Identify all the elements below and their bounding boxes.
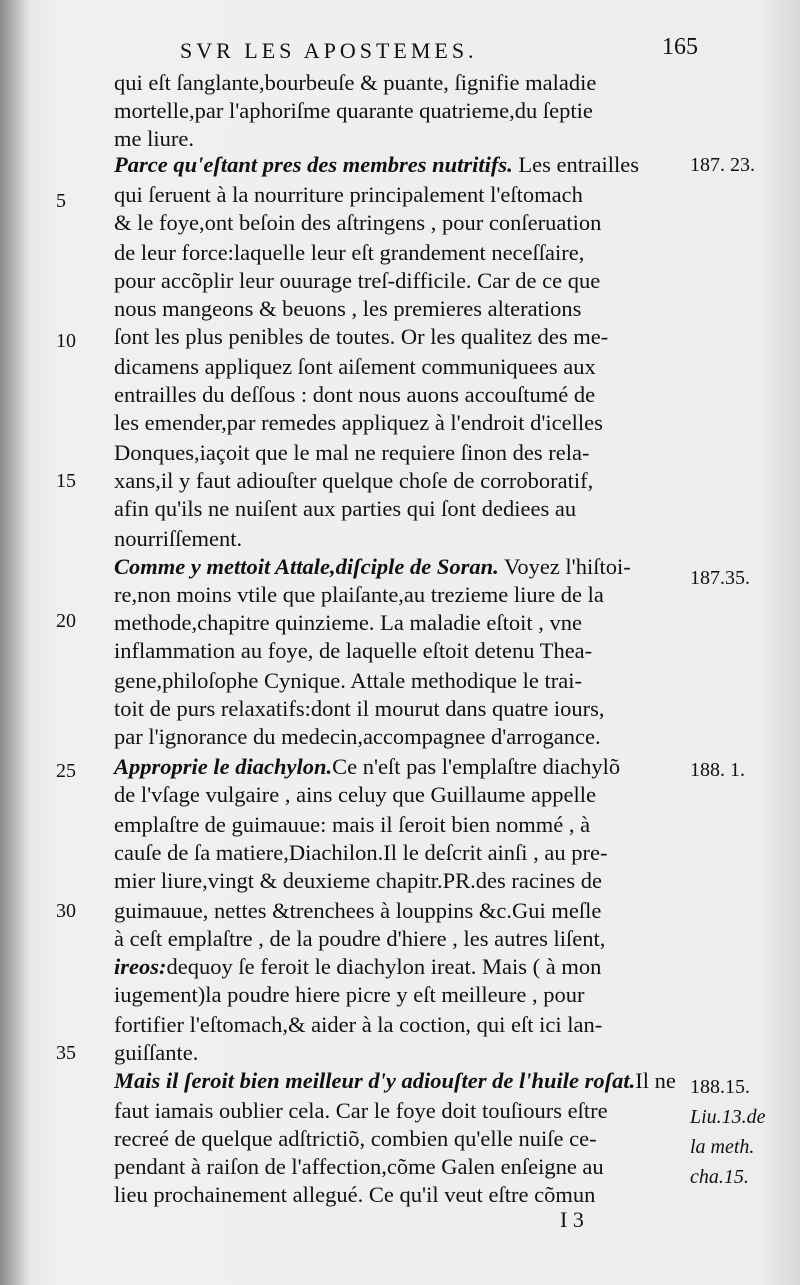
line-text: dicamens appliquez ſont aiſement communiquees aux [114,354,596,379]
signature-mark: I 3 [560,1207,584,1232]
margin-ref: 187. 23. [690,154,755,176]
text-line [114,722,684,752]
text-line [114,1096,684,1126]
text-line [114,150,684,180]
line-text: pendant à raiſon de l'affection,cõme Galen enſeigne au [114,1154,604,1179]
line-text: de leur force:laquelle leur eſt grandement neceſſaire, [114,240,585,265]
running-title: SVR LES APOSTEMES. [180,38,478,63]
line-text: afin qu'ils ne nuiſent aux parties qui ſont dediees au [114,496,577,521]
text-line [114,68,684,98]
line-text: re,non moins vtile que plaiſante,au trezieme liure de la [114,582,604,607]
text-line [114,466,684,496]
text-line [114,810,684,840]
line-text: dequoy ſe feroit le diachylon ireat. Mais ( à mon [166,954,602,979]
line-text: qui ſeruent à la nourriture principalement l'eſtomach [114,182,583,207]
line-text: emplaſtre de guimauue: mais il ſeroit bien nommé , à [114,812,591,837]
line-number: 5 [56,190,66,212]
line-text: iugement)la poudre hiere picre y eſt meilleure , pour [114,982,585,1007]
line-number: 20 [56,610,76,632]
line-text: gene,philoſophe Cynique. Attale methodique le trai- [114,668,583,693]
text-line [114,780,684,810]
line-text: nourriſſement. [114,526,243,551]
text-line [114,1124,684,1154]
line-number: 35 [56,1042,76,1064]
text-line [114,924,684,954]
text-line [114,580,684,610]
line-number: 30 [56,900,76,922]
line-number: 25 [56,760,76,782]
line-text: methode,chapitre quinzieme. La maladie eſtoit , vne [114,610,582,635]
line-text: toit de purs relaxatifs:dont il mourut dans quatre iours, [114,696,605,721]
line-text: guimauue, nettes &trenchees à louppins &c.Gui meſle [114,898,602,923]
text-line [114,1038,684,1068]
text-line [114,524,684,554]
text-line [114,238,684,268]
text-line [114,838,684,868]
text-line [114,1066,684,1096]
text-line [114,294,684,324]
margin-ref: cha.15. [690,1166,749,1188]
text-line [114,208,684,238]
text-line [114,608,684,638]
line-text: cauſe de ſa matiere,Diachilon.Il le deſcrit ainſi , au pre- [114,840,608,865]
margin-ref: Liu.13.de [690,1106,766,1128]
text-line [114,180,684,210]
text-line [114,666,684,696]
line-text: guiſſante. [114,1040,199,1065]
text-line [114,438,684,468]
lemma: Parce qu'eſtant pres des membres nutritifs. [114,152,513,177]
text-line [114,896,684,926]
text-line [114,1010,684,1040]
line-text: mier liure,vingt & deuxieme chapitr.PR.des racines de [114,868,602,893]
line-text: ſont les plus penibles de toutes. Or les qualitez des me- [114,324,609,349]
line-text: & le foye,ont beſoin des aſtringens , pour conſeruation [114,210,602,235]
text-line [114,322,684,352]
page-header [0,30,800,70]
margin-ref: 188.15. [690,1076,750,1098]
line-number: 10 [56,330,76,352]
text-line [114,96,684,126]
line-text: de l'vſage vulgaire , ains celuy que Guillaume appelle [114,782,597,807]
line-text: entrailles du deſſous : dont nous auons accouſtumé de [114,382,596,407]
text-line [114,408,684,438]
line-text: me liure. [114,126,194,151]
text-line [114,380,684,410]
text-line [114,266,684,296]
line-text: à ceſt emplaſtre , de la poudre d'hiere , les autres liſent, [114,926,606,951]
text-line [114,552,684,582]
text-line [114,952,684,982]
line-text: recreé de quelque adſtrictiõ, combien qu'elle nuiſe ce- [114,1126,597,1151]
text-line [114,352,684,382]
line-text: mortelle,par l'aphoriſme quarante quatrieme,du ſeptie [114,98,593,123]
line-text: faut iamais oublier cela. Car le foye doit touſiours eſtre [114,1098,608,1123]
line-text: lieu prochainement allegué. Ce qu'il veut eſtre cõmun [114,1182,596,1207]
line-text: xans,il y faut adiouſter quelque choſe de corroboratif, [114,468,594,493]
lemma: ireos: [114,954,167,979]
folio-number: 165 [662,34,698,60]
text-line [114,494,684,524]
line-text: Donques,iaçoit que le mal ne requiere ſinon des rela- [114,440,590,465]
line-text: inflammation au foye, de laquelle eſtoit detenu Thea- [114,638,593,663]
line-text: Il ne [635,1068,676,1093]
line-text: Voyez l'hiſtoi- [498,554,631,579]
text-line [114,1152,684,1182]
line-text: qui eſt ſanglante,bourbeuſe & puante, ſignifie maladie [114,70,597,95]
margin-ref: la meth. [690,1136,755,1158]
line-number: 15 [56,470,76,492]
line-text: les emender,par remedes appliquez à l'endroit d'icelles [114,410,603,435]
text-line [114,752,684,782]
lemma: Comme y mettoit Attale,diſciple de Soran. [114,554,499,579]
text-line [114,694,684,724]
text-line [114,636,684,666]
line-text: Les entrailles [512,152,639,177]
line-text: nous mangeons & beuons , les premieres alterations [114,296,582,321]
lemma: Approprie le diachylon. [114,754,333,779]
text-line [114,980,684,1010]
margin-ref: 188. 1. [690,759,745,781]
line-text: Ce n'eſt pas l'emplaſtre diachylõ [332,754,621,779]
line-text: par l'ignorance du medecin,accompagnee d'arrogance. [114,724,601,749]
margin-ref: 187.35. [690,567,750,589]
line-text: pour accõplir leur ouurage treſ-difficile. Car de ce que [114,268,601,293]
text-line [114,866,684,896]
lemma: Mais il ſeroit bien meilleur d'y adiouſter de l'huile roſat. [114,1068,636,1093]
line-text: fortifier l'eſtomach,& aider à la coction, qui eſt ici lan- [114,1012,603,1037]
